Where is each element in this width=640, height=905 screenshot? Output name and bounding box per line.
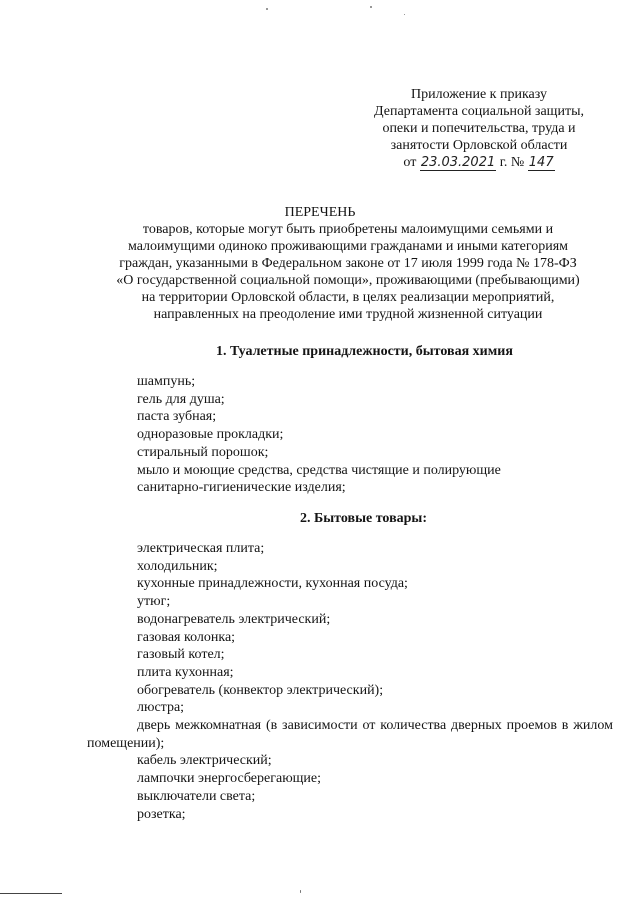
list-item: плита кухонная;: [137, 664, 234, 680]
scan-speck: [370, 6, 372, 8]
list-item: мыло и моющие средства, средства чистящие и полирующие: [137, 462, 501, 478]
list-item: дверь межкомнатная (в зависимости от количества дверных проемов в жилом помещении);: [87, 718, 613, 751]
date-prefix: от: [403, 155, 417, 170]
household-goods-list: [87, 540, 613, 823]
list-item: одноразовые прокладки;: [137, 427, 284, 443]
appendix-line: Департамента социальной защиты,: [374, 104, 584, 119]
list-item: стиральный порошок;: [137, 444, 269, 460]
order-date: 23.03.2021: [420, 155, 496, 170]
scan-speck: [266, 8, 268, 10]
list-item: выключатели света;: [137, 788, 256, 804]
appendix-line: занятости Орловской области: [390, 138, 568, 153]
list-item: паста зубная;: [137, 409, 217, 425]
order-number: 147: [528, 155, 554, 170]
document-intro: [92, 221, 604, 323]
list-item: люстра;: [137, 700, 185, 716]
intro-line: «О государственной социальной помощи», проживающими (пребывающими): [116, 273, 580, 288]
intro-line: на территории Орловской области, в целях реализации мероприятий,: [141, 290, 555, 305]
list-item: утюг;: [137, 594, 171, 610]
list-item: газовый котел;: [137, 647, 225, 663]
number-prefix: г. №: [499, 155, 525, 170]
intro-line: граждан, указанными в Федеральном законе от 17 июля 1999 года № 178-ФЗ: [119, 256, 577, 271]
section-heading-household: 2. Бытовые товары:: [300, 511, 428, 526]
toiletries-list: [137, 373, 613, 497]
list-item: кабель электрический;: [137, 753, 272, 769]
scan-speck: [300, 890, 301, 893]
intro-line: товаров, которые могут быть приобретены малоимущими семьями и: [142, 222, 554, 237]
list-item: шампунь;: [137, 374, 196, 389]
list-item: кухонные принадлежности, кухонная посуда;: [137, 576, 408, 592]
intro-line: направленных на преодоление ими трудной жизненной ситуации: [153, 307, 543, 322]
appendix-line: опеки и попечительства, труда и: [382, 121, 576, 136]
section-heading-toiletries: 1. Туалетные принадлежности, бытовая химия: [216, 344, 513, 359]
intro-line: малоимущими одиноко проживающими гражданами и иными категориям: [127, 239, 569, 254]
list-item: розетка;: [137, 806, 186, 822]
list-item: электрическая плита;: [137, 541, 265, 556]
footnote-rule: [0, 893, 62, 894]
list-item: лампочки энергосберегающие;: [137, 771, 322, 787]
list-item: водонагреватель электрический;: [137, 611, 331, 627]
list-item: холодильник;: [137, 558, 218, 574]
appendix-header: [350, 86, 608, 171]
appendix-line: Приложение к приказу: [411, 87, 547, 102]
appendix-date-line: [350, 154, 608, 171]
list-item: санитарно-гигиенические изделия;: [137, 480, 346, 496]
document-title: ПЕРЕЧЕНЬ: [284, 205, 356, 220]
scan-speck: [404, 14, 405, 15]
list-item: гель для душа;: [137, 391, 225, 407]
list-item: обогреватель (конвектор электрический);: [137, 682, 384, 698]
list-item: газовая колонка;: [137, 629, 236, 645]
